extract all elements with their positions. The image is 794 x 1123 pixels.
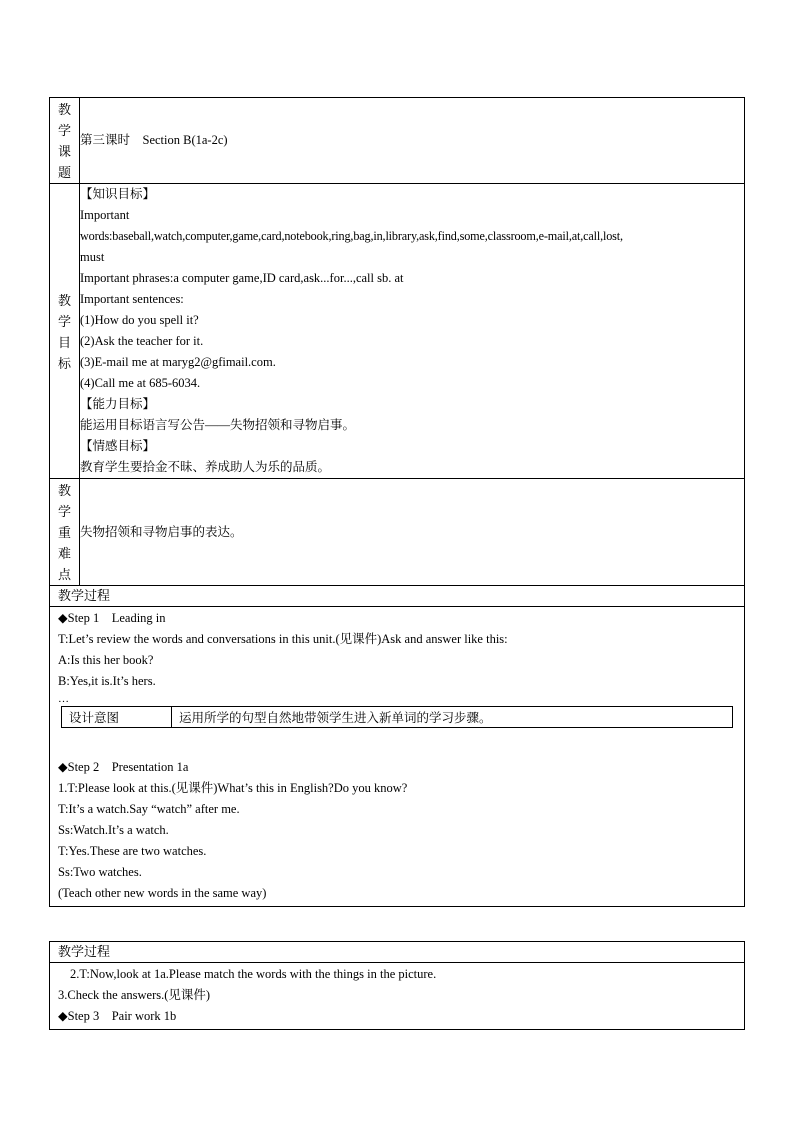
step2-line: T:It’s a watch.Say “watch” after me. [58,802,240,816]
goals-cell [80,184,745,479]
sentence-item: (3)E-mail me at maryg2@gfimail.com. [80,355,276,369]
topic-label-cell [50,98,80,184]
label-char: 教 [57,292,71,308]
process-heading-row [50,586,745,607]
continuation-body-row [50,963,745,1030]
sentence-item: (4)Call me at 685-6034. [80,376,201,390]
lesson-plan-table [49,97,745,907]
label-char: 教 [57,483,71,498]
continuation-heading: 教学过程 [50,942,745,963]
label-char: 课 [57,144,71,159]
continuation-body-cell [50,963,745,1030]
spacer [58,736,744,757]
label-char: 学 [57,123,71,138]
design-intent-label: 设计意图 [62,707,172,728]
label-char: 标 [57,355,71,371]
goals-label-cell [50,184,80,479]
step2-line: Ss:Two watches. [58,865,142,879]
step2-line: (Teach other new words in the same way) [58,886,267,900]
process-heading: 教学过程 [50,586,745,607]
key-points-label-cell [50,479,80,586]
emotion-goal-text: 教育学生要拾金不昧、养成助人为乐的品质。 [80,460,331,474]
goals-row [50,184,745,479]
continuation-heading-row [50,942,745,963]
step2-line: 1.T:Please look at this.(见课件)What’s this in English?Do you know? [58,781,408,795]
important-words: words:baseball,watch,computer,game,card,notebook,ring,bag,in,library,ask,find,some,classroom,e-mail,at,call,lost, [80,229,623,243]
step1-title: ◆Step 1 Leading in [58,611,166,625]
important-phrases: Important phrases:a computer game,ID card,ask...for...,call sb. at [80,271,404,285]
step1-line: B:Yes,it is.It’s hers. [58,674,156,688]
continuation-line: 2.T:Now,look at 1a.Please match the words with the things in the picture. [70,967,437,981]
ability-goal-text: 能运用目标语言写公告——失物招领和寻物启事。 [80,418,356,432]
ability-goal-heading: 【能力目标】 [80,397,156,411]
continuation-line: ◆Step 3 Pair work 1b [58,1009,177,1023]
label-char: 难 [57,546,71,561]
label-char: 题 [57,165,71,180]
sentence-item: (1)How do you spell it? [80,313,199,327]
step1-line: T:Let’s review the words and conversations in this unit.(见课件)Ask and answer like this: [58,632,508,646]
label-char: 学 [57,504,71,519]
continuation-line: 3.Check the answers.(见课件) [58,988,211,1002]
label-char: 学 [57,313,71,329]
key-points-cell [80,479,745,586]
step2-line: T:Yes.These are two watches. [58,844,207,858]
step1-line: A:Is this her book? [58,653,154,667]
label-char: 点 [57,567,71,582]
key-points-row [50,479,745,586]
design-intent-text: 运用所学的句型自然地带领学生进入新单词的学习步骤。 [172,707,733,728]
process-body-cell [50,607,745,907]
step2-title: ◆Step 2 Presentation 1a [58,760,189,774]
important-words-label: Important [80,208,130,222]
key-points-text: 失物招领和寻物启事的表达。 [80,524,243,539]
label-char: 目 [57,334,71,350]
knowledge-goal-heading: 【知识目标】 [80,187,156,201]
label-char: 教 [57,102,71,117]
emotion-goal-heading: 【情感目标】 [80,439,156,453]
label-char: 重 [57,525,71,540]
step1-line: … [58,693,69,705]
sentence-item: (2)Ask the teacher for it. [80,334,204,348]
topic-value-cell [80,98,745,184]
important-sentences-label: Important sentences: [80,292,184,306]
important-words-cont: must [80,250,105,264]
topic-row [50,98,745,184]
step2-line: Ss:Watch.It’s a watch. [58,823,169,837]
lesson-topic: 第三课时 Section B(1a-2c) [80,133,228,147]
design-intent-table [61,706,733,728]
process-body-row [50,607,745,907]
continuation-table [49,941,745,1030]
